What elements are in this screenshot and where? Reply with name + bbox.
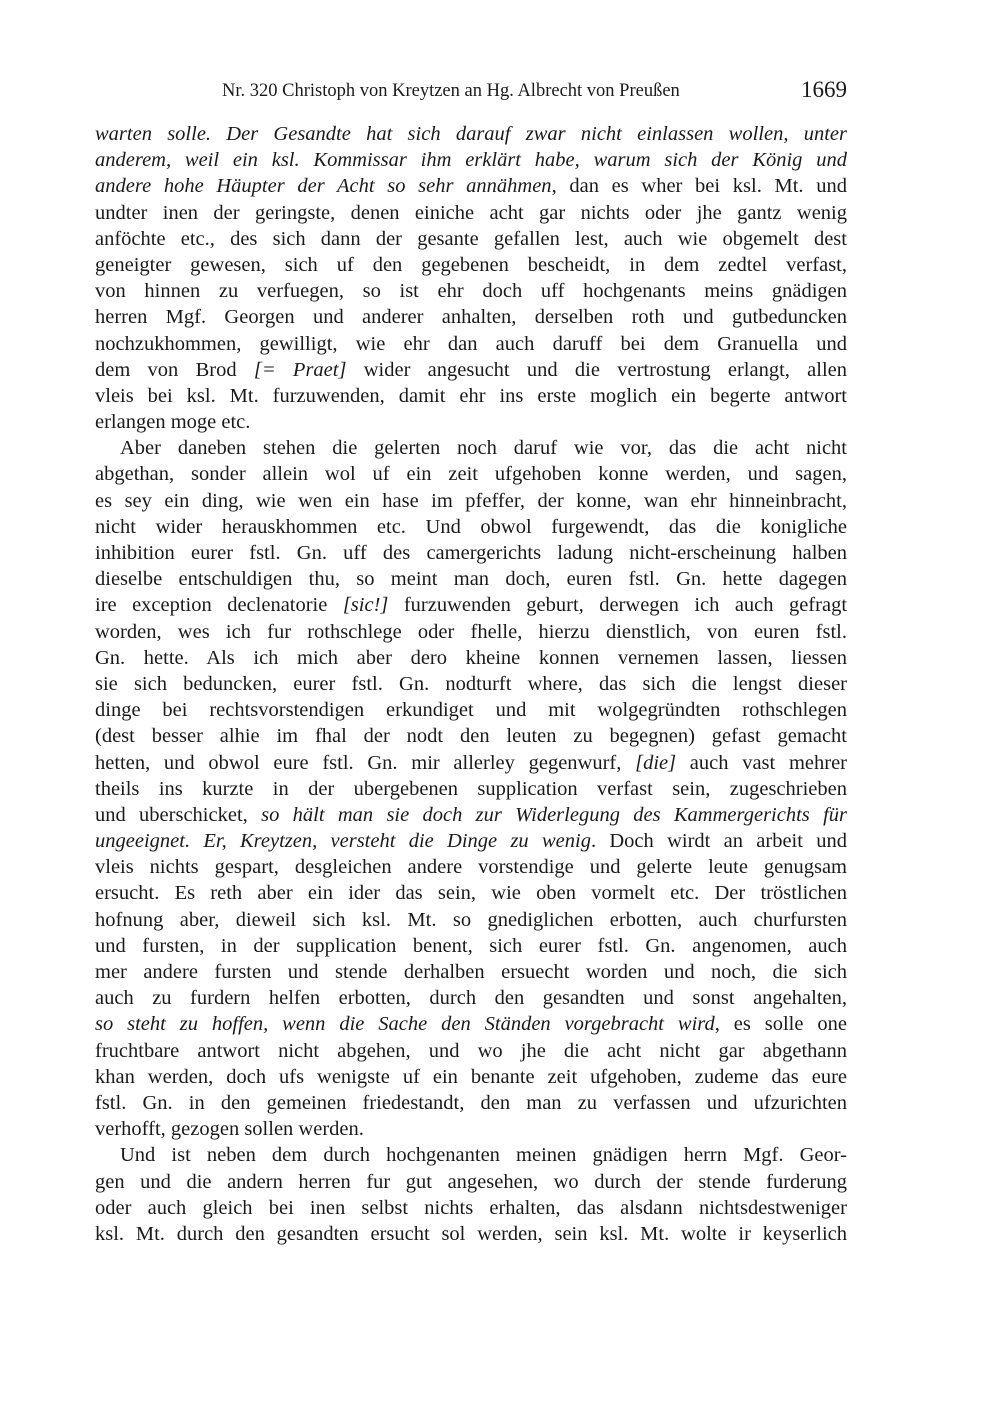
text-line bbox=[95, 1116, 847, 1142]
editorial-italic-text: so hält man sie doch zur Widerlegung des Kammergerichts für bbox=[261, 803, 848, 826]
source-text: inhibition eurer fstl. Gn. uff des camergerichts ladung nicht-erscheinung halben bbox=[95, 542, 847, 564]
source-text: furzuwenden geburt, derwegen ich auch gefragt bbox=[388, 594, 848, 617]
text-line bbox=[95, 540, 847, 566]
text-line bbox=[95, 1169, 847, 1195]
source-text: Und ist neben dem durch hochgenanten meinen gnädigen herrn Mgf. Geor- bbox=[120, 1144, 847, 1167]
source-text: khan werden, doch ufs wenigste uf ein benante zeit ufgehoben, zudeme das eure bbox=[95, 1065, 847, 1088]
source-text: ersucht. Es reth aber ein ider das sein, wie oben vormelt etc. Der tröstlichen bbox=[95, 882, 847, 905]
source-text: vleis nichts gespart, desgleichen andere vorstendige und gelerte leute genugsam bbox=[95, 856, 847, 879]
running-header bbox=[95, 79, 847, 107]
text-line bbox=[95, 985, 847, 1011]
text-line bbox=[95, 854, 847, 880]
source-text: nochzukhommen, gewilligt, wie ehr dan auch daruff bei dem Granuella und bbox=[95, 332, 847, 355]
source-text: und uberschicket, bbox=[95, 803, 262, 826]
text-line bbox=[95, 671, 847, 697]
source-text: hetten, und obwol eure fstl. Gn. mir allerley gegenwurf, bbox=[95, 751, 636, 774]
source-text: oder auch gleich bei inen selbst nichts erhalten, das alsdann nichtsdestweniger bbox=[95, 1196, 847, 1219]
text-line bbox=[95, 933, 847, 959]
editorial-italic-text: warten solle. Der Gesandte hat sich darauf zwar nicht einlassen wollen, unter bbox=[95, 123, 847, 145]
text-line bbox=[95, 1195, 847, 1221]
text-line bbox=[95, 488, 847, 514]
editorial-italic-text: ungeeignet. Er, Kreytzen, versteht die Dinge zu wenig bbox=[95, 830, 591, 853]
text-line bbox=[95, 200, 847, 226]
editorial-italic-text: so steht zu hoffen, wenn die Sache den Ständen vorgebracht wird bbox=[95, 1013, 715, 1036]
text-line bbox=[95, 907, 847, 933]
source-text: verhofft, gezogen sollen werden. bbox=[95, 1118, 364, 1141]
source-text: auch vast mehrer bbox=[676, 751, 847, 774]
source-text: , es solle one bbox=[714, 1013, 847, 1036]
text-line bbox=[95, 331, 847, 357]
source-text: , dan es wher bei ksl. Mt. und bbox=[551, 175, 847, 198]
source-text: fruchtbare antwort nicht abgehen, und wo jhe die acht nicht gar abgethann bbox=[95, 1039, 847, 1062]
source-text: (dest besser alhie im fhal der nodt den leuten zu begegnen) gefast gemacht bbox=[95, 725, 847, 748]
editorial-italic-text: [= Praet] bbox=[253, 358, 347, 381]
source-text: . Doch wirdt an arbeit und bbox=[590, 830, 847, 853]
source-text: mer andere fursten und stende derhalben ersuecht worden und noch, die sich bbox=[95, 961, 847, 983]
editorial-italic-text: anderem, weil ein ksl. Kommissar ihm erklärt habe, warum sich der König und bbox=[95, 149, 847, 172]
source-text: theils ins kurzte in der ubergebenen supplication verfast sein, zugeschrieben bbox=[95, 777, 847, 800]
source-text: nicht wider herauskhommen etc. Und obwol furgewendt, das die konigliche bbox=[95, 515, 847, 538]
source-text: Aber daneben stehen die gelerten noch daruf wie vor, das die acht nicht bbox=[120, 437, 847, 460]
source-text: abgethan, sonder allein wol uf ein zeit ufgehoben konne werden, und sagen, bbox=[95, 463, 847, 486]
text-line bbox=[95, 147, 847, 173]
text-line bbox=[95, 828, 847, 854]
text-line bbox=[95, 645, 847, 671]
text-line bbox=[95, 1038, 847, 1064]
text-line bbox=[95, 1142, 847, 1168]
body-text bbox=[95, 121, 847, 1247]
text-line bbox=[95, 409, 847, 435]
text-line bbox=[95, 802, 847, 828]
source-text: anföchte etc., des sich dann der gesante gefallen lest, auch wie obgemelt dest bbox=[95, 227, 847, 250]
source-text: von hinnen zu verfuegen, so ist ehr doch uff hochgenants meins gnädigen bbox=[95, 280, 847, 303]
source-text: ksl. Mt. durch den gesandten ersucht sol werden, sein ksl. Mt. wolte ir keyserlich bbox=[95, 1222, 847, 1245]
running-title: Nr. 320 Christoph von Kreytzen an Hg. Albrecht von Preußen bbox=[222, 81, 680, 101]
source-text: geneigter gewesen, sich uf den gegebenen bescheidt, in dem zedtel verfast, bbox=[95, 253, 847, 276]
source-text: worden, wes ich fur rothschlege oder fhelle, hierzu dienstlich, von euren fstl. bbox=[95, 620, 847, 643]
source-text: es sey ein ding, wie wen ein hase im pfeffer, der konne, wan ehr hinneinbracht, bbox=[95, 489, 847, 512]
source-text: sie sich beduncken, eurer fstl. Gn. nodturft where, das sich die lengst dieser bbox=[95, 672, 847, 695]
editorial-italic-text: [die] bbox=[635, 751, 677, 774]
page-number: 1669 bbox=[801, 77, 847, 102]
text-line bbox=[95, 304, 847, 330]
text-line bbox=[95, 1221, 847, 1247]
text-line bbox=[95, 566, 847, 592]
text-line bbox=[95, 357, 847, 383]
text-line bbox=[95, 252, 847, 278]
source-text: auch zu furdern helfen erbotten, durch den gesandten und sonst angehalten, bbox=[95, 987, 847, 1010]
text-line bbox=[95, 383, 847, 409]
text-line bbox=[95, 776, 847, 802]
source-text: undter inen der geringste, denen einiche acht gar nichts oder jhe gantz wenig bbox=[95, 201, 847, 224]
text-line bbox=[95, 226, 847, 252]
source-text: vleis bei ksl. Mt. furzuwenden, damit ehr ins erste moglich ein begerte antwort bbox=[95, 384, 847, 407]
text-line bbox=[95, 959, 847, 985]
source-text: wider angesucht und die vertrostung erlangt, allen bbox=[346, 358, 847, 381]
text-line bbox=[95, 1064, 847, 1090]
source-text: ire exception declenatorie bbox=[95, 594, 343, 617]
source-text: fstl. Gn. in den gemeinen friedestandt, den man zu verfassen und ufzurichten bbox=[95, 1091, 847, 1114]
editorial-italic-text: [sic!] bbox=[342, 594, 389, 617]
source-text: erlangen moge etc. bbox=[95, 411, 251, 434]
source-text: dem von Brod bbox=[95, 358, 254, 381]
text-line bbox=[95, 461, 847, 487]
text-line bbox=[95, 750, 847, 776]
text-line bbox=[95, 619, 847, 645]
text-line bbox=[95, 278, 847, 304]
editorial-italic-text: andere hohe Häupter der Acht so sehr annähmen bbox=[95, 175, 552, 198]
text-line bbox=[95, 697, 847, 723]
source-text: herren Mgf. Georgen und anderer anhalten, derselben roth und gutbeduncken bbox=[95, 306, 847, 329]
text-line bbox=[95, 1011, 847, 1037]
text-line bbox=[95, 435, 847, 461]
text-line bbox=[95, 514, 847, 540]
text-line bbox=[95, 723, 847, 749]
source-text: dieselbe entschuldigen thu, so meint man doch, euren fstl. Gn. hette dagegen bbox=[95, 568, 847, 591]
source-text: gen und die andern herren fur gut angesehen, wo durch der stende furderung bbox=[95, 1170, 847, 1193]
source-text: hofnung aber, dieweil sich ksl. Mt. so gnediglichen erbotten, auch churfursten bbox=[95, 908, 847, 931]
source-text: und fursten, in der supplication benent, sich eurer fstl. Gn. angenomen, auch bbox=[95, 934, 847, 957]
source-text: dinge bei rechtsvorstendigen erkundiget und mit wolgegründten rothschlegen bbox=[95, 699, 847, 722]
source-text: Gn. hette. Als ich mich aber dero kheine konnen vernemen lassen, liessen bbox=[95, 646, 847, 669]
text-line bbox=[95, 880, 847, 906]
text-line bbox=[95, 173, 847, 199]
text-line bbox=[95, 592, 847, 618]
text-line bbox=[95, 121, 847, 147]
text-line bbox=[95, 1090, 847, 1116]
